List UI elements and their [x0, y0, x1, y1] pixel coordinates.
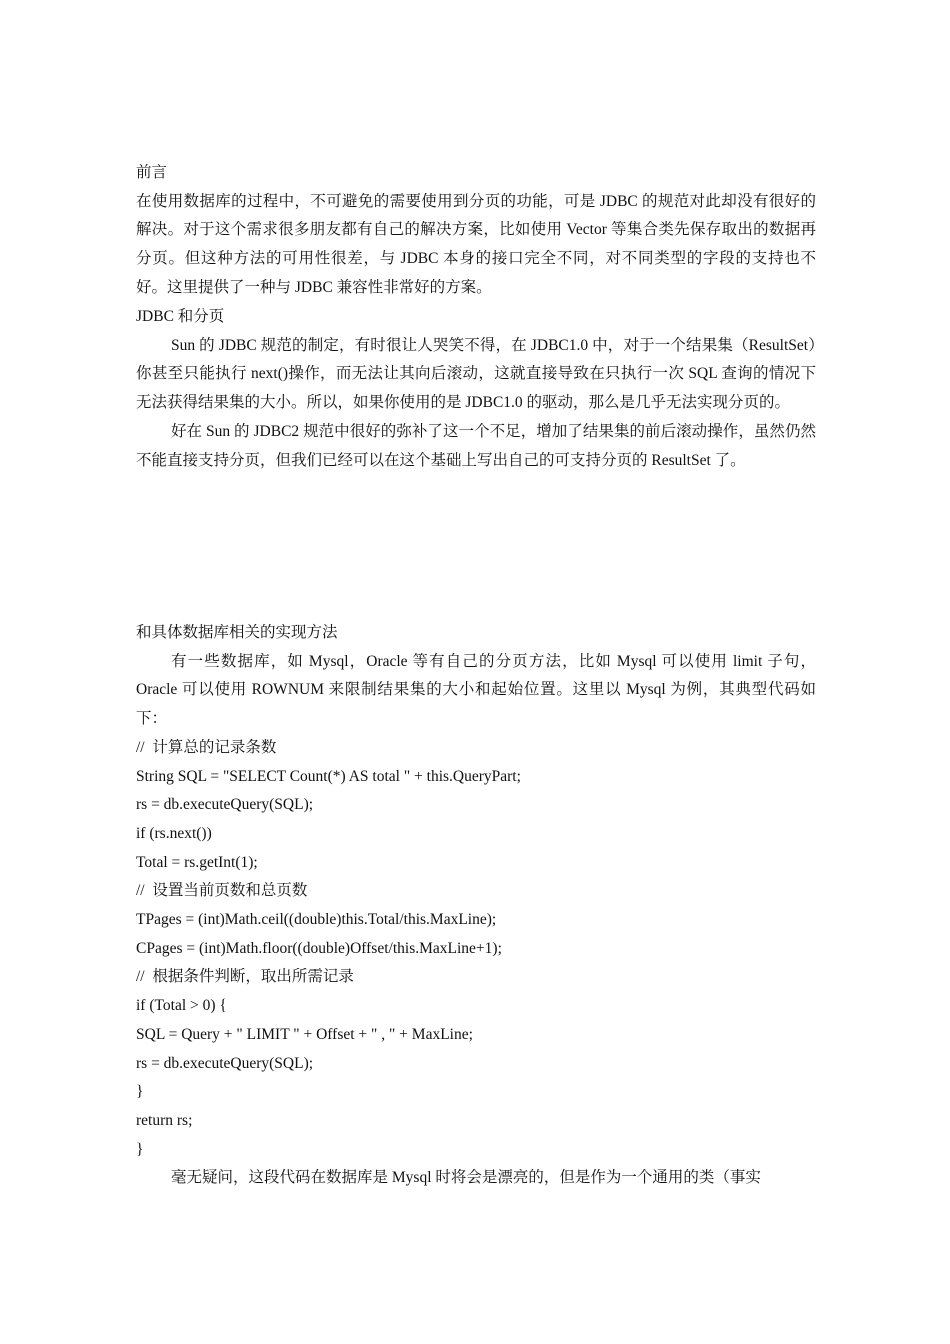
- closing-paragraph: 毫无疑问，这段代码在数据库是 Mysql 时将会是漂亮的，但是作为一个通用的类（事实: [171, 1169, 761, 1187]
- section-heading-preface: 前言: [136, 164, 168, 181]
- jdbc-paging-paragraph-2: 好在 Sun 的 JDBC2 规范中很好的弥补了这一个不足，增加了结果集的前后滚动操作，虽然仍然不能直接支持分页，但我们已经可以在这个基础上写出自己的可支持分页的 ResultSet 了。: [136, 422, 816, 469]
- section-preface: [136, 159, 816, 303]
- code-line: rs = db.executeQuery(SQL);: [136, 1054, 314, 1072]
- code-line: }: [136, 1140, 144, 1158]
- section-db-specific: [136, 619, 816, 1193]
- code-line: // 计算总的记录条数: [136, 738, 277, 756]
- section-heading-jdbc-paging: JDBC 和分页: [136, 308, 225, 325]
- section-jdbc-paging: [136, 303, 816, 475]
- code-line: Total = rs.getInt(1);: [136, 853, 258, 871]
- code-line: SQL = Query + " LIMIT " + Offset + " , " + MaxLine;: [136, 1025, 473, 1043]
- code-line: // 根据条件判断，取出所需记录: [136, 968, 354, 986]
- code-line: rs = db.executeQuery(SQL);: [136, 796, 314, 814]
- code-line: // 设置当前页数和总页数: [136, 882, 308, 900]
- code-line: if (rs.next()): [136, 824, 212, 842]
- preface-paragraph: 在使用数据库的过程中，不可避免的需要使用到分页的功能，可是 JDBC 的规范对此却没有很好的解决。对于这个需求很多朋友都有自己的解决方案，比如使用 Vector 等集合类先保存取出的数据再分页。但这种方法的可用性很差，与 JDBC 本身的接口完全不同，对不同类型的字段的支持也不好。这里提供了一种与 JDBC 兼容性非常好的方案。: [136, 192, 816, 296]
- section-heading-db-specific: 和具体数据库相关的实现方法: [136, 624, 338, 641]
- code-line: if (Total > 0) {: [136, 997, 227, 1015]
- code-line: }: [136, 1083, 144, 1101]
- code-line: return rs;: [136, 1111, 193, 1129]
- jdbc-paging-paragraph-1: Sun 的 JDBC 规范的制定，有时很让人哭笑不得，在 JDBC1.0 中，对于一个结果集（ResultSet）你甚至只能执行 next()操作，而无法让其向后滚动，这就直接导致在只执行一次 SQL 查询的情况下无法获得结果集的大小。所以，如果你使用的是 JDBC1.0 的驱动，那么是几乎无法实现分页的。: [136, 336, 816, 412]
- code-listing: [136, 734, 816, 1165]
- db-specific-paragraph: 有一些数据库，如 Mysql，Oracle 等有自己的分页方法，比如 Mysql 可以使用 limit 子句，Oracle 可以使用 ROWNUM 来限制结果集的大小和起始位置。这里以 Mysql 为例，其典型代码如下：: [136, 652, 816, 728]
- code-line: CPages = (int)Math.floor((double)Offset/this.MaxLine+1);: [136, 939, 502, 957]
- code-line: TPages = (int)Math.ceil((double)this.Total/this.MaxLine);: [136, 911, 497, 929]
- code-line: String SQL = "SELECT Count(*) AS total " + this.QueryPart;: [136, 767, 521, 785]
